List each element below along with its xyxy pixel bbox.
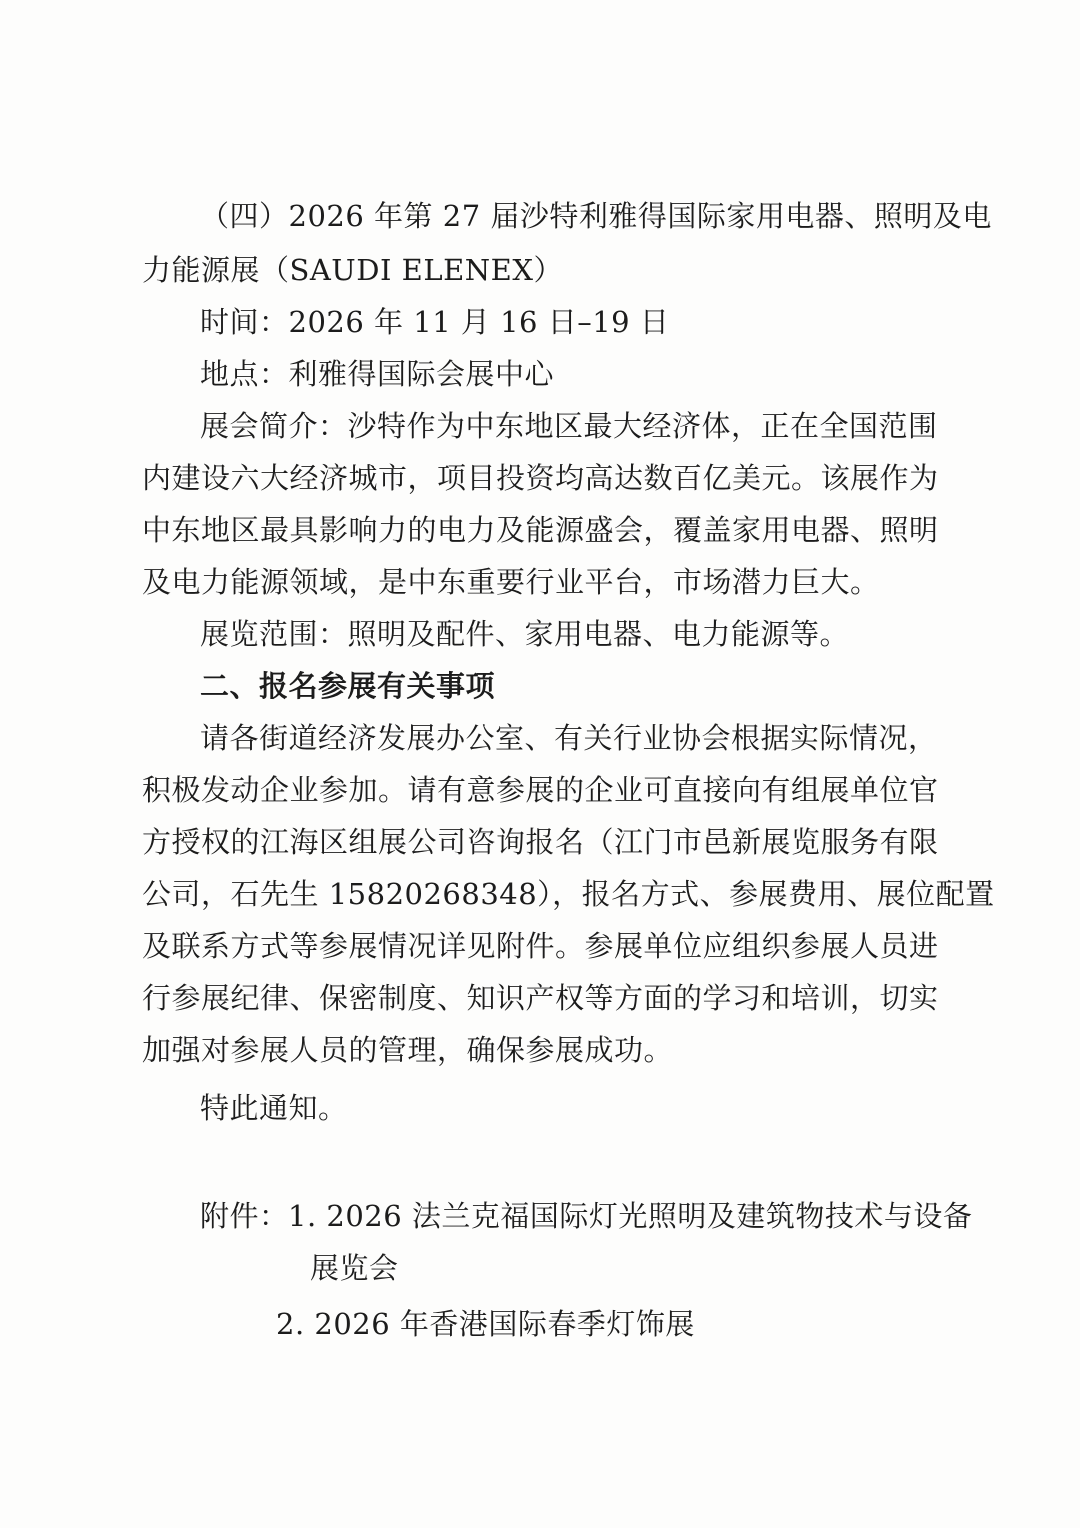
exhibition-time: 时间：2026 年 11 月 16 日–19 日 (200, 305, 670, 339)
body-line: 及联系方式等参展情况详见附件。参展单位应组织参展人员进 (142, 929, 939, 963)
attachment-item-1: 1. 2026 法兰克福国际灯光照明及建筑物技术与设备 (288, 1199, 973, 1233)
body-line: 公司，石先生 15820268348），报名方式、参展费用、展位配置 (142, 877, 995, 911)
intro-line: 及电力能源领域，是中东重要行业平台，市场潜力巨大。 (142, 565, 880, 599)
intro-line: 内建设六大经济城市，项目投资均高达数百亿美元。该展作为 (142, 461, 939, 495)
section-two-heading: 二、报名参展有关事项 (200, 669, 496, 703)
exhibition-venue: 地点：利雅得国际会展中心 (200, 357, 555, 391)
intro-line: 展会简介：沙特作为中东地区最大经济体，正在全国范围 (200, 409, 938, 443)
attachments-label: 附件： (200, 1199, 289, 1233)
attachment-item-1-cont: 展览会 (310, 1251, 399, 1285)
closing-remark: 特此通知。 (200, 1091, 348, 1125)
section-four-title-line2: 力能源展（SAUDI ELENEX） (142, 253, 563, 287)
intro-line: 中东地区最具影响力的电力及能源盛会，覆盖家用电器、照明 (142, 513, 939, 547)
attachment-item-2: 2. 2026 年香港国际春季灯饰展 (276, 1307, 695, 1341)
body-line: 请各街道经济发展办公室、有关行业协会根据实际情况， (200, 721, 938, 755)
body-line: 加强对参展人员的管理，确保参展成功。 (142, 1033, 674, 1067)
section-four-title-line1: （四）2026 年第 27 届沙特利雅得国际家用电器、照明及电 (200, 199, 992, 233)
exhibition-scope: 展览范围：照明及配件、家用电器、电力能源等。 (200, 617, 850, 651)
body-line: 方授权的江海区组展公司咨询报名（江门市邑新展览服务有限 (142, 825, 939, 859)
body-line: 行参展纪律、保密制度、知识产权等方面的学习和培训，切实 (142, 981, 939, 1015)
body-line: 积极发动企业参加。请有意参展的企业可直接向有组展单位官 (142, 773, 939, 807)
